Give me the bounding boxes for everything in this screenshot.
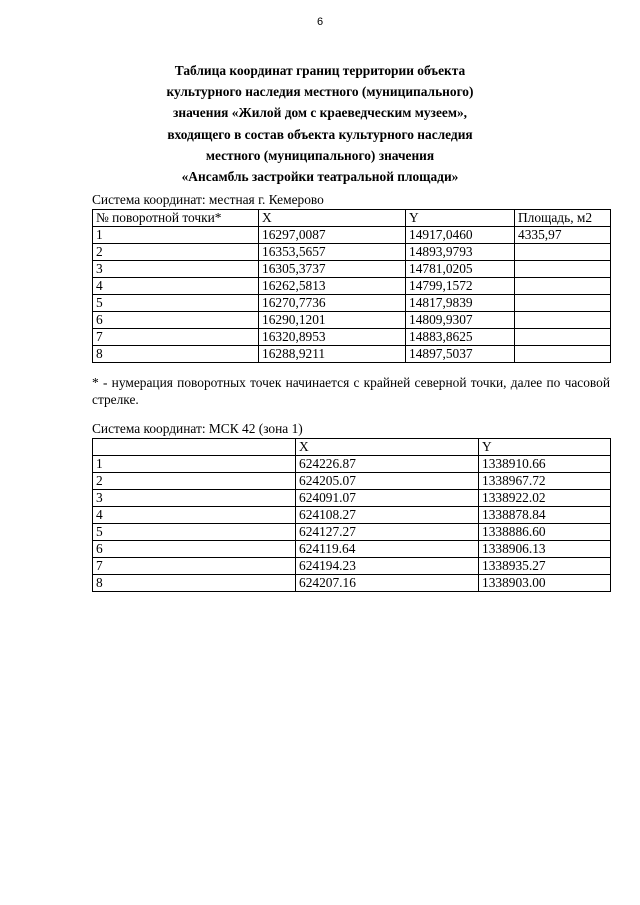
cell-x: 624207.16 [296, 575, 479, 592]
header-cell-x: X [259, 210, 406, 227]
title-line: местного (муниципального) значения [205, 147, 435, 163]
cell-x: 624226.87 [296, 456, 479, 473]
cell-point-number: 6 [93, 312, 259, 329]
cell-y: 14893,9793 [406, 244, 515, 261]
table-row [93, 456, 611, 473]
cell-x: 16297,0087 [259, 227, 406, 244]
msk42-coordinates-table [92, 438, 611, 592]
table-row [93, 329, 611, 346]
table-row [93, 490, 611, 507]
table-row [93, 346, 611, 363]
cell-y: 14799,1572 [406, 278, 515, 295]
cell-y: 1338878.84 [479, 507, 611, 524]
cell-area [515, 346, 611, 363]
cell-point-number: 3 [93, 490, 296, 507]
title-line: культурного наследия местного (муниципального) [166, 84, 474, 100]
table-row [93, 507, 611, 524]
cell-x: 16270,7736 [259, 295, 406, 312]
cell-point-number: 7 [93, 558, 296, 575]
table-row [93, 575, 611, 592]
cell-x: 16262,5813 [259, 278, 406, 295]
document-title [100, 60, 540, 187]
title-line: Таблица координат границ территории объекта [174, 63, 466, 78]
table1-caption: Система координат: местная г. Кемерово [92, 192, 324, 207]
cell-point-number: 5 [93, 295, 259, 312]
cell-point-number: 6 [93, 541, 296, 558]
cell-point-number: 2 [93, 244, 259, 261]
cell-y: 1338922.02 [479, 490, 611, 507]
cell-area [515, 261, 611, 278]
cell-area [515, 244, 611, 261]
table-row [93, 524, 611, 541]
header-cell-y: Y [479, 439, 611, 456]
cell-x: 16290,1201 [259, 312, 406, 329]
cell-point-number: 1 [93, 227, 259, 244]
cell-y: 14883,8625 [406, 329, 515, 346]
cell-y: 1338935.27 [479, 558, 611, 575]
cell-point-number: 8 [93, 575, 296, 592]
cell-point-number: 3 [93, 261, 259, 278]
cell-point-number: 4 [93, 507, 296, 524]
header-cell-point-number [93, 439, 296, 456]
cell-y: 14917,0460 [406, 227, 515, 244]
cell-y: 1338910.66 [479, 456, 611, 473]
table-row [93, 261, 611, 278]
table-body [93, 227, 611, 363]
footnote: * - нумерация поворотных точек начинается с крайней северной точки, далее по часовой стрелке. [92, 375, 610, 407]
table-row [93, 473, 611, 490]
cell-x: 16353,5657 [259, 244, 406, 261]
table-body [93, 456, 611, 592]
header-cell-y: Y [406, 210, 515, 227]
table-row [93, 312, 611, 329]
local-coordinates-table [92, 209, 611, 363]
cell-point-number: 8 [93, 346, 259, 363]
cell-x: 624127.27 [296, 524, 479, 541]
cell-y: 14897,5037 [406, 346, 515, 363]
page-number: 6 [316, 16, 324, 28]
cell-point-number: 4 [93, 278, 259, 295]
cell-x: 624108.27 [296, 507, 479, 524]
table-row [93, 558, 611, 575]
header-cell-area: Площадь, м2 [515, 210, 611, 227]
cell-point-number: 5 [93, 524, 296, 541]
cell-x: 624119.64 [296, 541, 479, 558]
cell-y: 1338906.13 [479, 541, 611, 558]
table-row [93, 244, 611, 261]
table-row [93, 278, 611, 295]
cell-x: 624205.07 [296, 473, 479, 490]
table-row [93, 541, 611, 558]
cell-y: 1338967.72 [479, 473, 611, 490]
cell-y: 14817,9839 [406, 295, 515, 312]
header-cell-point-number: № поворотной точки* [93, 210, 259, 227]
cell-x: 16288,9211 [259, 346, 406, 363]
table-header-row [93, 439, 611, 456]
cell-x: 624091.07 [296, 490, 479, 507]
table-row [93, 295, 611, 312]
cell-x: 16305,3737 [259, 261, 406, 278]
table-row [93, 227, 611, 244]
cell-area: 4335,97 [515, 227, 611, 244]
header-cell-x: X [296, 439, 479, 456]
title-line: входящего в состав объекта культурного наследия [167, 126, 473, 142]
cell-x: 16320,8953 [259, 329, 406, 346]
cell-point-number: 7 [93, 329, 259, 346]
cell-y: 1338903.00 [479, 575, 611, 592]
title-line: «Ансамбль застройки театральной площади» [181, 169, 459, 185]
cell-area [515, 312, 611, 329]
cell-area [515, 295, 611, 312]
cell-y: 14809,9307 [406, 312, 515, 329]
cell-y: 1338886.60 [479, 524, 611, 541]
table-header-row [93, 210, 611, 227]
cell-area [515, 329, 611, 346]
cell-area [515, 278, 611, 295]
cell-point-number: 1 [93, 456, 296, 473]
title-line: значения «Жилой дом с краеведческим музеем», [173, 105, 467, 121]
table2-caption: Система координат: МСК 42 (зона 1) [92, 421, 303, 436]
cell-y: 14781,0205 [406, 261, 515, 278]
cell-point-number: 2 [93, 473, 296, 490]
cell-x: 624194.23 [296, 558, 479, 575]
